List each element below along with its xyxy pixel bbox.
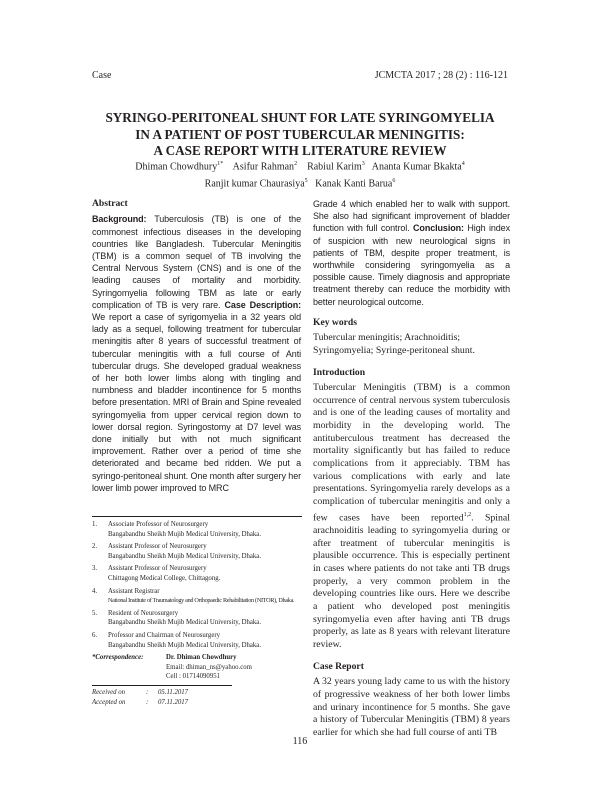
affiliation-number: 6. bbox=[92, 631, 98, 639]
section-label: Case bbox=[92, 70, 112, 81]
introduction-heading: Introduction bbox=[313, 366, 366, 378]
affiliation-institution: Chittagong Medical College, Chittagong. bbox=[108, 574, 221, 582]
keywords-heading: Key words bbox=[313, 316, 357, 328]
abstract-continued bbox=[313, 198, 510, 308]
case-description-continued: Grade 4 which enabled her to walk with support. She also had significant improvement of bladder function with full control. bbox=[313, 199, 510, 234]
footnote-divider bbox=[92, 516, 302, 517]
dates-divider bbox=[92, 685, 232, 686]
affiliation-item bbox=[92, 520, 312, 539]
author-mark: 2 bbox=[294, 161, 298, 167]
affiliation-item bbox=[92, 564, 312, 583]
affiliation-number: 1. bbox=[92, 521, 98, 528]
title-line-3: A CASE REPORT WITH LITERATURE REVIEW bbox=[153, 143, 447, 158]
right-column bbox=[313, 198, 510, 740]
affiliation-number: 3. bbox=[92, 565, 98, 573]
abstract-body bbox=[92, 213, 301, 494]
author-name: Asifur Rahman bbox=[232, 161, 295, 173]
author-mark: 4 bbox=[461, 161, 465, 167]
introduction-text-part2: . Spinal arachnoiditis leading to syringomyelia during or after treatment of tubercular meningitis is plausible occurrence. This is especially pertinent in cases where patients do not take anti TB drugs properly, a very common problem in the developing countries like ours. Here we describe a patient who developed post meningitis syringomyelia even after having anti TB drugs properly, as late as 8 years with relevant literature review. bbox=[313, 512, 511, 651]
affiliations bbox=[92, 520, 312, 707]
background-text: Tuberculosis (TB) is one of the commonest infectious diseases in the developing countries like Bangladesh. Tubercular Meningitis (TBM) is a common sequel of TB involving the Central Nervous System (CNS) and is one of the leading causes of mortality and morbidity. Syringomyelia following TBM as late or early complication of TB is very rare. bbox=[92, 214, 301, 310]
received-date-row: Received on : 05.11.2017 bbox=[92, 688, 189, 696]
introduction-text bbox=[313, 382, 510, 652]
author-mark: 6 bbox=[392, 178, 396, 185]
author-line-1 bbox=[80, 157, 520, 174]
article-title bbox=[80, 110, 520, 160]
affiliation-role: Assistant Professor of Neurosurgery bbox=[108, 543, 207, 551]
case-description-text: We report a case of syrigomyelia in a 32 years old lady as a sequel, following treatment for tubercular meningitis after 8 years of successful treatment of tubercular meningitis with a full course of Anti tubercular drugs. She developed gradual weakness of her both lower limbs along with tingling and numbness and bladder incontinence for 5 months before presentation. MRI of Brain and Spine revealed syringomyelia from upper cervical region down to lower dorsal region. Syringostomy at D7 level was done initially but with not much significant improvement. Rather over a period of time she deteriorated and became bed ridden. We put a syringo-peritoneal shunt. One month after surgery her lower limb power improved to MRC bbox=[92, 311, 301, 493]
author-mark: 1* bbox=[217, 161, 224, 167]
author-name: Ananta Kumar Bkakta bbox=[371, 161, 462, 173]
correspondence-name: Dr. Dhiman Chowdhury bbox=[166, 654, 237, 662]
conclusion-text: High index of suspicion with new neurological signs in patients of TBM, despite proper treatment, is worthwhile considering syringomyelia as a possible cause. Timely diagnosis and appropriate treatment thereby can reduce the morbidity with better neurological outcome. bbox=[313, 223, 510, 307]
affiliation-institution: National Institute of Traumatology and Orthopaedic Rehabilitation (NITOR), Dhaka. bbox=[108, 597, 295, 605]
affiliation-item bbox=[92, 587, 312, 606]
page-number: 116 bbox=[292, 736, 308, 747]
affiliation-institution: Bangabandhu Sheikh Mujib Medical University, Dhaka. bbox=[108, 552, 262, 560]
author-line-2 bbox=[80, 174, 520, 191]
author-list bbox=[80, 157, 520, 192]
conclusion-label: Conclusion: bbox=[413, 223, 464, 234]
journal-citation: JCMCTA 2017 ; 28 (2) : 116-121 bbox=[374, 70, 508, 81]
author-name: Dhiman Chowdhury bbox=[135, 161, 218, 173]
abstract-heading: Abstract bbox=[92, 198, 128, 209]
case-report-heading: Case Report bbox=[313, 660, 364, 672]
received-label: Received on bbox=[92, 688, 126, 696]
affiliation-role: Assistant Registrar bbox=[108, 587, 160, 595]
affiliation-role: Resident of Neurosurgery bbox=[108, 609, 179, 617]
affiliation-item bbox=[92, 542, 312, 561]
affiliation-number: 2. bbox=[92, 543, 98, 551]
accepted-date: 07.11.2017 bbox=[158, 698, 189, 706]
author-name: Ranjit kumar Chaurasiya bbox=[204, 178, 305, 190]
affiliation-institution: Bangabandhu Sheikh Mujib Medical University, Dhaka. bbox=[108, 619, 262, 627]
affiliation-role: Assistant Professor of Neurosurgery bbox=[108, 565, 207, 573]
affiliation-role: Professor and Chairman of Neurosurgery bbox=[108, 631, 220, 639]
affiliation-institution: Bangabandhu Sheikh Mujib Medical University, Dhaka. bbox=[108, 641, 262, 649]
correspondence-label: *Correspondence: bbox=[92, 654, 144, 662]
correspondence-email: Email: dhiman_ns@yahoo.com bbox=[166, 663, 252, 671]
author-mark: 5 bbox=[304, 178, 308, 185]
left-column bbox=[92, 198, 301, 494]
author-name: Rabiul Karim bbox=[307, 161, 362, 173]
affiliation-institution: Bangabandhu Sheikh Mujib Medical University, Dhaka. bbox=[108, 530, 262, 538]
introduction-text-part1: Tubercular Meningitis (TBM) is a common occurrence of central nervous system tuberculosis and is one of the leading causes of mortality and morbidity in the developing world. The antituberculous treatment has decreased the mortality significantly but has failed to reduce complications from it appreciably. TBM has various complications with early and late presentations. Syringomyelia rarely develops as a complication of tubercular meningitis and only a few cases have been reported bbox=[313, 381, 510, 524]
affiliation-item bbox=[92, 609, 312, 628]
title-line-2: IN A PATIENT OF POST TUBERCULAR MENINGITIS: bbox=[135, 126, 465, 142]
background-label: Background: bbox=[92, 214, 147, 225]
accepted-date-row: Accepted on : 07.11.2017 bbox=[92, 698, 189, 706]
keywords-text: Tubercular meningitis; Arachnoiditis; Syringomyelia; Syringe-peritoneal shunt. bbox=[313, 332, 475, 356]
author-mark: 3 bbox=[361, 161, 365, 167]
affiliation-number: 5. bbox=[92, 609, 98, 617]
case-report-text: A 32 years young lady came to us with the history of progressive weakness of her both lower limbs and urinary incontinence for 5 months. She gave a history of Tubercular Meningitis (TBM) 8 years earlier for which she had full course of anti TB bbox=[313, 676, 510, 738]
received-date: 05.11.2017 bbox=[158, 688, 189, 696]
accepted-label: Accepted on bbox=[92, 698, 126, 706]
affiliation-role: Associate Professor of Neurosurgery bbox=[108, 521, 209, 528]
affiliation-item bbox=[92, 631, 312, 650]
affiliation-number: 4. bbox=[92, 587, 98, 595]
author-name: Kanak Kanti Barua bbox=[315, 178, 393, 190]
case-description-label: Case Description: bbox=[224, 299, 301, 310]
correspondence bbox=[92, 653, 312, 682]
correspondence-cell: Cell : 01714090951 bbox=[166, 673, 220, 681]
title-line-1: SYRINGO-PERITONEAL SHUNT FOR LATE SYRINGOMYELIA bbox=[105, 110, 495, 125]
reference-marker: 1,2 bbox=[463, 511, 472, 518]
